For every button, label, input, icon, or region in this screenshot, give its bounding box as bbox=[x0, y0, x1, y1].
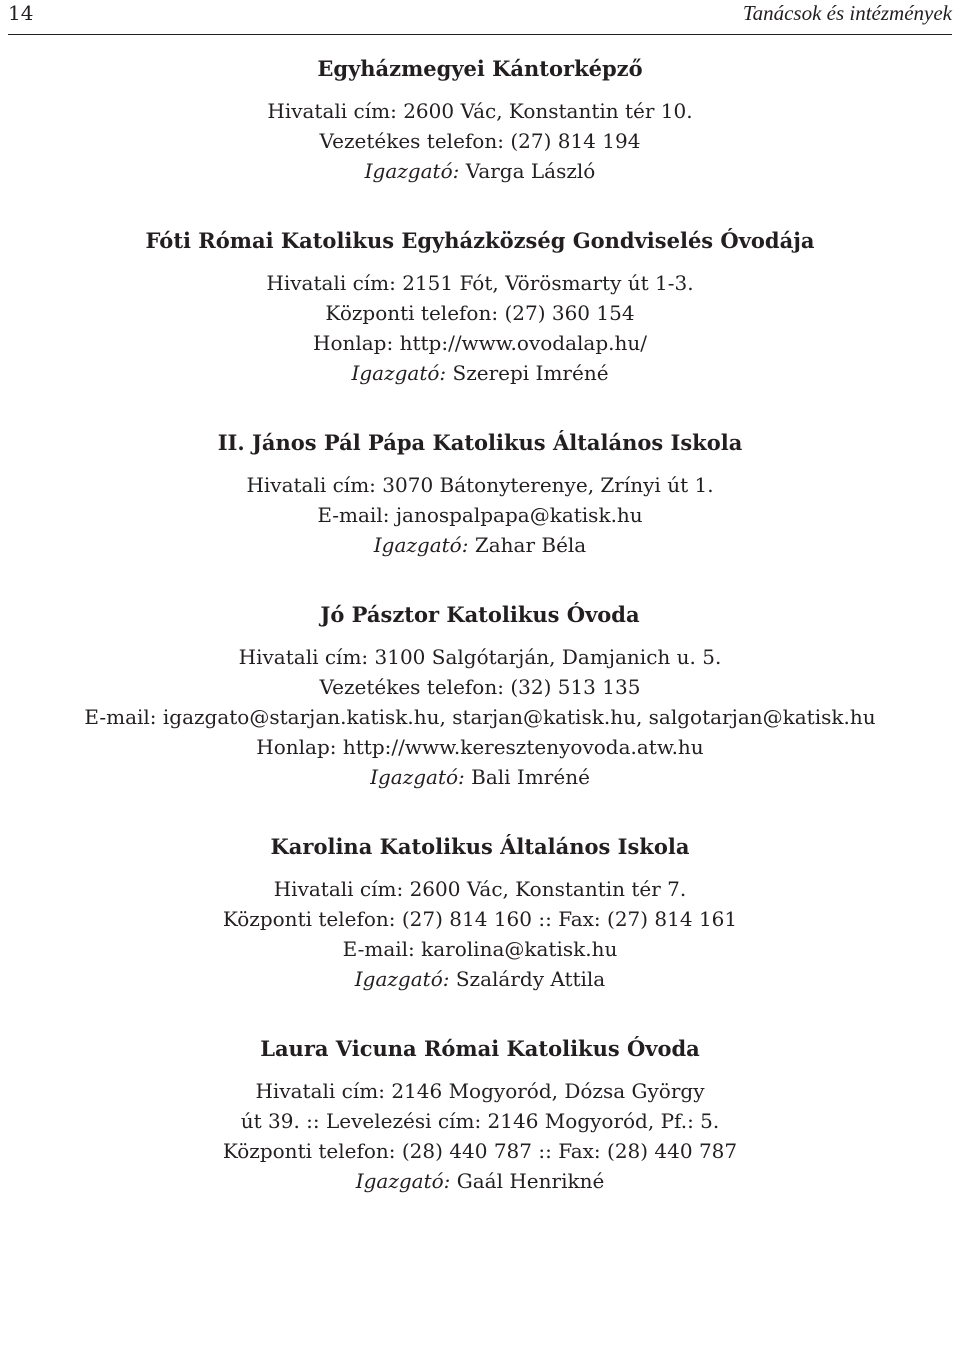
address-line: Hivatali cím: 3070 Bátonyterenye, Zrínyi út 1. bbox=[246, 473, 714, 497]
director-label: Igazgató: bbox=[373, 533, 469, 557]
website-line: Honlap: http://www.keresztenyovoda.atw.hu bbox=[256, 735, 704, 759]
running-title: Tanácsok és intézmények bbox=[742, 1, 952, 25]
institution-entry-karolina-iskola bbox=[0, 832, 960, 994]
website-line: Honlap: http://www.ovodalap.hu/ bbox=[313, 331, 647, 355]
institution-title: Jó Pásztor Katolikus Óvoda bbox=[320, 602, 640, 627]
page-number: 14 bbox=[8, 1, 34, 25]
address-line: Hivatali cím: 2600 Vác, Konstantin tér 10. bbox=[267, 99, 693, 123]
institution-title: II. János Pál Pápa Katolikus Általános Iskola bbox=[217, 430, 743, 455]
director-line bbox=[0, 762, 960, 792]
phone-line: Vezetékes telefon: (27) 814 194 bbox=[319, 129, 641, 153]
institution-list bbox=[0, 54, 960, 1236]
director-name: Varga László bbox=[465, 159, 596, 183]
director-label: Igazgató: bbox=[351, 361, 447, 385]
institution-entry-foti-ovoda bbox=[0, 226, 960, 388]
address-line: Hivatali cím: 2600 Vác, Konstantin tér 7. bbox=[273, 877, 687, 901]
phone-fax-line: Központi telefon: (27) 814 160 :: Fax: (27) 814 161 bbox=[222, 907, 738, 931]
director-name: Bali Imréné bbox=[471, 765, 590, 789]
institution-entry-kantorkepzo bbox=[0, 54, 960, 186]
director-name: Szerepi Imréné bbox=[452, 361, 609, 385]
director-label: Igazgató: bbox=[354, 967, 450, 991]
director-name: Szalárdy Attila bbox=[455, 967, 606, 991]
institution-entry-laura-vicuna-ovoda bbox=[0, 1034, 960, 1196]
address-line: Hivatali cím: 2151 Fót, Vörösmarty út 1-3. bbox=[266, 271, 694, 295]
institution-title: Karolina Katolikus Általános Iskola bbox=[270, 834, 690, 859]
email-line: E-mail: karolina@katisk.hu bbox=[342, 937, 618, 961]
address-line: Hivatali cím: 2146 Mogyoród, Dózsa György bbox=[255, 1079, 705, 1103]
director-line bbox=[0, 530, 960, 560]
email-line: E-mail: igazgato@starjan.katisk.hu, starjan@katisk.hu, salgotarjan@katisk.hu bbox=[84, 705, 876, 729]
institution-title: Laura Vicuna Római Katolikus Óvoda bbox=[260, 1036, 700, 1061]
page-header bbox=[8, 0, 952, 35]
address-mailing-line: út 39. :: Levelezési cím: 2146 Mogyoród, Pf.: 5. bbox=[240, 1109, 720, 1133]
phone-line: Központi telefon: (27) 360 154 bbox=[325, 301, 635, 325]
email-line: E-mail: janospalpapa@katisk.hu bbox=[317, 503, 643, 527]
director-line bbox=[0, 156, 960, 186]
director-line bbox=[0, 964, 960, 994]
institution-entry-jo-pasztor-ovoda bbox=[0, 600, 960, 792]
director-label: Igazgató: bbox=[370, 765, 465, 789]
phone-line: Vezetékes telefon: (32) 513 135 bbox=[319, 675, 641, 699]
phone-fax-line: Központi telefon: (28) 440 787 :: Fax: (28) 440 787 bbox=[222, 1139, 738, 1163]
director-name: Zahar Béla bbox=[474, 533, 587, 557]
director-line bbox=[0, 358, 960, 388]
institution-title: Egyházmegyei Kántorképző bbox=[317, 56, 643, 81]
institution-entry-janos-pal-iskola bbox=[0, 428, 960, 560]
director-label: Igazgató: bbox=[364, 159, 460, 183]
address-line: Hivatali cím: 3100 Salgótarján, Damjanich u. 5. bbox=[238, 645, 722, 669]
director-name: Gaál Henrikné bbox=[456, 1169, 605, 1193]
institution-title: Fóti Római Katolikus Egyházközség Gondviselés Óvodája bbox=[145, 228, 815, 253]
director-label: Igazgató: bbox=[355, 1169, 451, 1193]
director-line bbox=[0, 1166, 960, 1196]
